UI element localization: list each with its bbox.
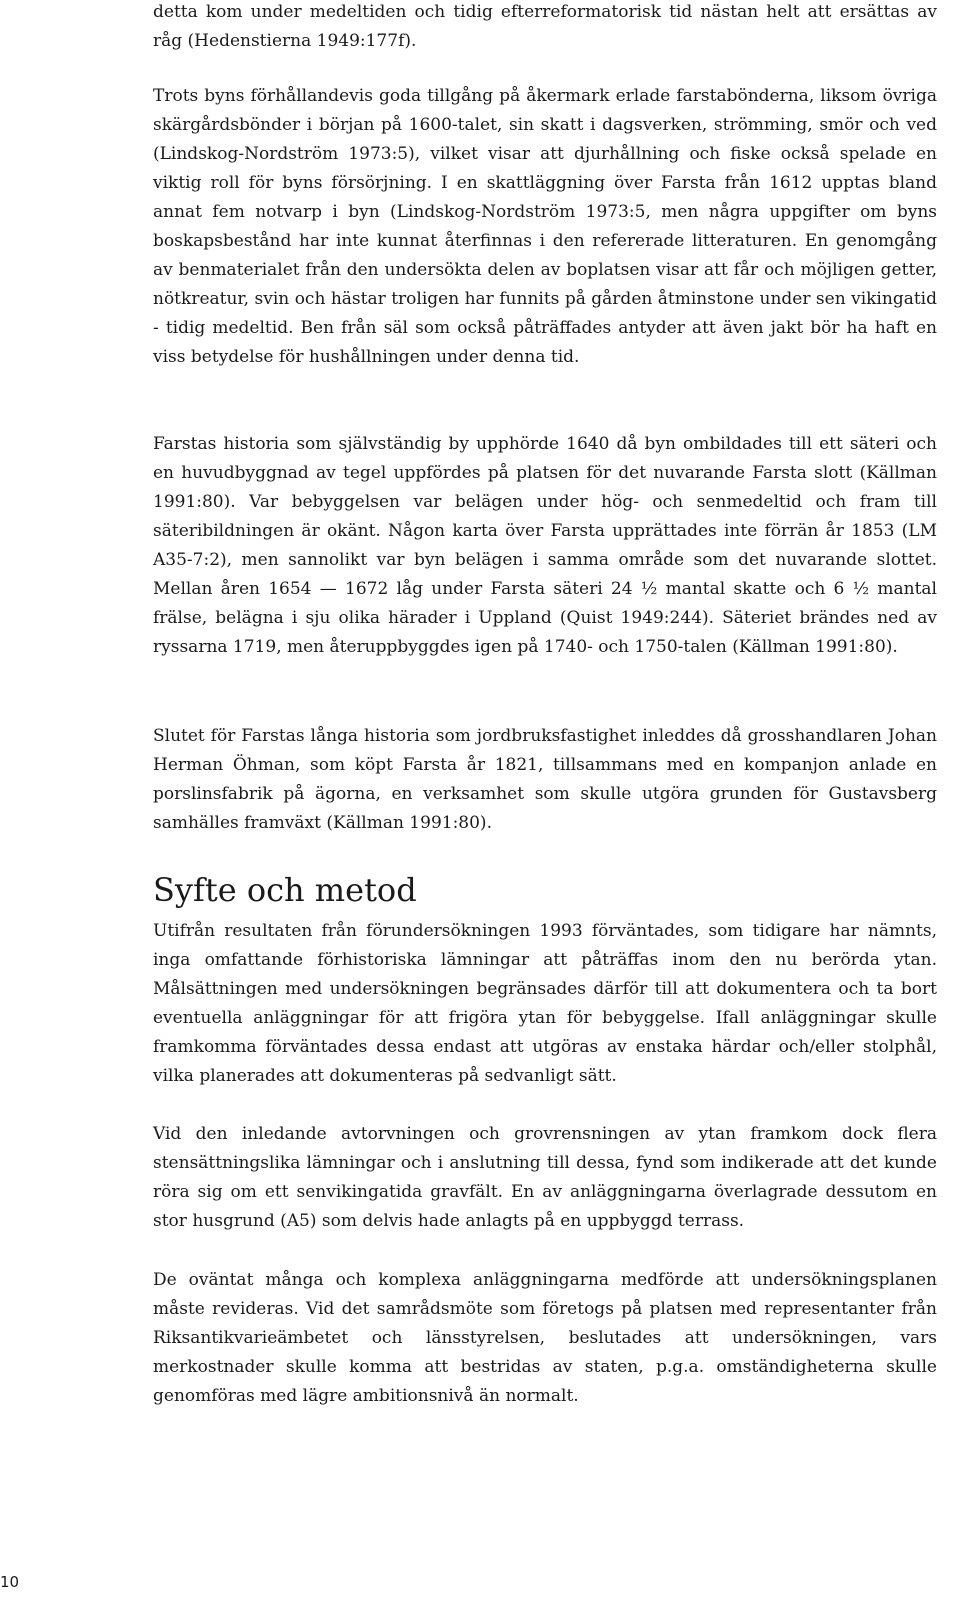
- paragraph-farsta-history: Farstas historia som självständig by upphörde 1640 då byn ombildades till ett säteri och en huvudbyggnad av tegel uppfördes på platsen för det nuvarande Farsta slott (Källman 1991:80). Var bebyggelsen var belägen under hög- och senmedeltid och fram till säteribildningen är okänt. Någon karta över Farsta upprättades inte förrän år 1853 (LM A35-7:2), men sannolikt var byn belägen i samma område som det nuvarande slottet. Mellan åren 1654 — 1672 låg under Farsta säteri 24 ½ mantal skatte och 6 ½ mantal frälse, belägna i sju olika härader i Uppland (Quist 1949:244). Säteriet brändes ned av ryssarna 1719, men återuppbyggdes igen på 1740- och 1750-talen (Källman 1991:80).: [153, 434, 937, 657]
- paragraph-findings: Vid den inledande avtorvningen och grovrensningen av ytan framkom dock flera stensättningslika lämningar och i anslutning till dessa, fynd som indikerade att det kunde röra sig om ett senvikingatida gravfält. En av anläggningarna överlagrade dessutom en stor husgrund (A5) som delvis hade anlagts på en uppbyggd terrass.: [153, 1124, 937, 1231]
- paragraph-revision: De oväntat många och komplexa anläggningarna medförde att undersökningsplanen måste revideras. Vid det samrådsmöte som företogs på platsen med representanter från Riksantikvarieämbetet och länsstyrelsen, beslutades att undersökningen, vars merkostnader skulle komma att bestridas av staten, p.g.a. omständigheterna skulle genomföras med lägre ambitionsnivå än normalt.: [153, 1270, 937, 1406]
- section-heading: Syfte och metod: [153, 871, 417, 909]
- paragraph-continuation: detta kom under medeltiden och tidig efterreformatorisk tid nästan helt att ersättas av råg (Hedenstierna 1949:177f).: [153, 2, 937, 51]
- paragraph-aim: Utifrån resultaten från förundersökningen 1993 förväntades, som tidigare har nämnts, inga omfattande förhistoriska lämningar att påträffas inom den nu berörda ytan. Målsättningen med undersökningen begränsades därför till att dokumentera och ta bort eventuella anläggningar för att frigöra ytan för bebyggelse. Ifall anläggningar skulle framkomma förväntades dessa endast att utgöras av enstaka härdar och/eller stolphål, vilka planerades att dokumenteras på sedvanligt sätt.: [153, 921, 937, 1086]
- paragraph-porcelain-factory: Slutet för Farstas långa historia som jordbruksfastighet inleddes då grosshandlaren Johan Herman Öhman, som köpt Farsta år 1821, tillsammans med en kompanjon anlade en porslinsfabrik på ägorna, en verksamhet som skulle utgöra grunden för Gustavsberg samhälles framväxt (Källman 1991:80).: [153, 726, 937, 833]
- paragraph-livestock-fishing: Trots byns förhållandevis goda tillgång på åkermark erlade farstabönderna, liksom övriga skärgårdsbönder i början på 1600-talet, sin skatt i dagsverken, strömming, smör och ved (Lindskog-Nordström 1973:5), vilket visar att djurhållning och fiske också spelade en viktig roll för byns försörjning. I en skattläggning över Farsta från 1612 upptas bland annat fem notvarp i byn (Lindskog-Nordström 1973:5, men några uppgifter om byns boskapsbestånd har inte kunnat återfinnas i den refererade litteraturen. En genomgång av benmaterialet från den undersökta delen av boplatsen visar att får och möjligen getter, nötkreatur, svin och hästar troligen har funnits på gården åtminstone under sen vikingatid - tidig medeltid. Ben från säl som också påträffades antyder att även jakt bör ha haft en viss betydelse för hushållningen under denna tid.: [153, 86, 937, 367]
- page-number: 10: [0, 1573, 20, 1591]
